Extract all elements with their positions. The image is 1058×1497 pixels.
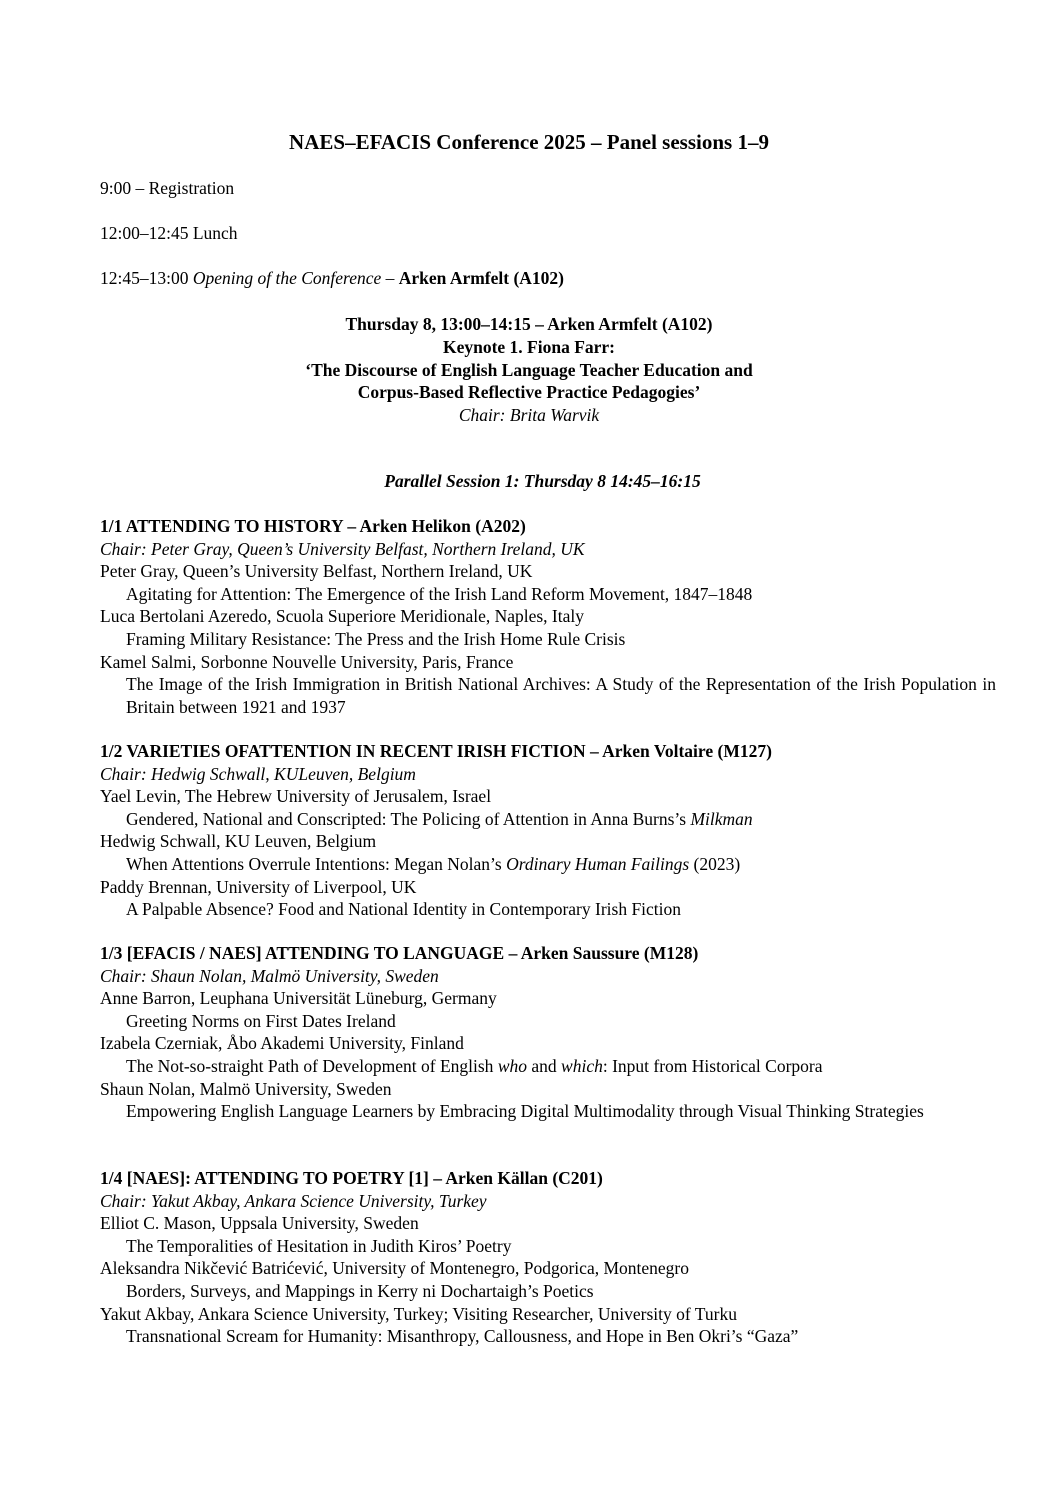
paper-title-text: The Not-so-straight Path of Development of English	[126, 1055, 498, 1076]
panel-chair: Chair: Yakut Akbay, Ankara Science University, Turkey	[100, 1190, 487, 1211]
paper-title: The Image of the Irish Immigration in British National Archives: A Study of the Representation of the Irish Population in Britain between 1921 and 1937	[126, 674, 996, 717]
paper-author: Yakut Akbay, Ankara Science University, Turkey; Visiting Researcher, University of Turku	[100, 1303, 737, 1324]
paper-title-text: : Input from Historical Corpora	[602, 1055, 823, 1076]
panel-1-3	[100, 942, 990, 1123]
keynote-time: Thursday 8, 13:00–14:15 – Arken Armfelt (A102)	[345, 314, 713, 334]
paper-title: Greeting Norms on First Dates Ireland	[126, 1010, 396, 1031]
paper-title-work: Milkman	[690, 808, 753, 829]
paper-title: Framing Military Resistance: The Press and the Irish Home Rule Crisis	[126, 628, 626, 649]
lunch-line: 12:00–12:45 Lunch	[100, 223, 238, 243]
panel-chair: Chair: Hedwig Schwall, KULeuven, Belgium	[100, 763, 416, 784]
paper-title: Transnational Scream for Humanity: Misanthropy, Callousness, and Hope in Ben Okri’s “Gaza”	[126, 1326, 799, 1347]
paper-title-text: Gendered, National and Conscripted: The Policing of Attention in Anna Burns’s	[126, 808, 691, 829]
panel-chair: Chair: Peter Gray, Queen’s University Belfast, Northern Ireland, UK	[100, 538, 585, 559]
paper-author: Luca Bertolani Azeredo, Scuola Superiore Meridionale, Naples, Italy	[100, 606, 585, 627]
paper-author: Elliot C. Mason, Uppsala University, Sweden	[100, 1213, 419, 1234]
paper-author: Anne Barron, Leuphana Universität Lüneburg, Germany	[100, 988, 497, 1009]
paper-title: The Temporalities of Hesitation in Judith Kiros’ Poetry	[126, 1235, 512, 1256]
opening-line	[100, 267, 564, 290]
keynote-title-line1: ‘The Discourse of English Language Teacher Education and	[305, 359, 753, 380]
paper-title-text: and	[527, 1055, 562, 1076]
panel-chair: Chair: Shaun Nolan, Malmö University, Sweden	[100, 965, 439, 986]
panel-1-4	[100, 1167, 990, 1348]
paper-author: Kamel Salmi, Sorbonne Nouvelle University, Paris, France	[100, 651, 514, 672]
parallel-session-heading: Parallel Session 1: Thursday 8 14:45–16:15	[384, 471, 701, 491]
panel-heading: 1/3 [EFACIS / NAES] ATTENDING TO LANGUAGE – Arken Saussure (M128)	[100, 943, 699, 963]
paper-title-year: (2023)	[689, 853, 741, 874]
paper-author: Hedwig Schwall, KU Leuven, Belgium	[100, 831, 377, 852]
paper-title-term: who	[497, 1055, 527, 1076]
paper-title: Borders, Surveys, and Mappings in Kerry ni Dochartaigh’s Poetics	[126, 1280, 594, 1301]
panel-1-1	[100, 515, 996, 718]
paper-title-term: which	[561, 1055, 603, 1076]
panel-heading: 1/2 VARIETIES OFATTENTION IN RECENT IRISH FICTION – Arken Voltaire (M127)	[100, 741, 772, 761]
paper-author: Yael Levin, The Hebrew University of Jerusalem, Israel	[100, 786, 492, 807]
keynote-title-line2: Corpus-Based Reflective Practice Pedagogies’	[357, 382, 701, 403]
keynote-block	[0, 313, 1058, 427]
paper-title	[100, 853, 990, 876]
keynote-chair: Chair: Brita Warvik	[458, 405, 600, 426]
paper-title: Agitating for Attention: The Emergence of the Irish Land Reform Movement, 1847–1848	[126, 583, 753, 604]
paper-title	[100, 808, 990, 831]
panel-heading: 1/1 ATTENDING TO HISTORY – Arken Helikon (A202)	[100, 516, 526, 536]
keynote-speaker: Keynote 1. Fiona Farr:	[442, 336, 616, 357]
paper-author: Paddy Brennan, University of Liverpool, UK	[100, 876, 417, 897]
paper-author: Aleksandra Nikčević Batrićević, University of Montenegro, Podgorica, Montenegro	[100, 1258, 689, 1279]
paper-author: Shaun Nolan, Malmö University, Sweden	[100, 1078, 392, 1099]
opening-time: 12:45–13:00	[100, 268, 193, 288]
paper-title-text: When Attentions Overrule Intentions: Megan Nolan’s	[126, 853, 507, 874]
panel-heading: 1/4 [NAES]: ATTENDING TO POETRY [1] – Arken Källan (C201)	[100, 1168, 603, 1188]
paper-title: Empowering English Language Learners by Embracing Digital Multimodality through Visual Thinking Strategies	[126, 1101, 924, 1122]
page-title: NAES–EFACIS Conference 2025 – Panel sessions 1–9	[289, 130, 769, 154]
registration-line: 9:00 – Registration	[100, 178, 235, 198]
paper-author: Peter Gray, Queen’s University Belfast, Northern Ireland, UK	[100, 561, 533, 582]
opening-separator: –	[381, 268, 399, 288]
paper-title	[100, 1055, 990, 1078]
panel-1-2	[100, 740, 990, 921]
opening-event: Opening of the Conference	[192, 268, 382, 288]
opening-room: Arken Armfelt (A102)	[398, 268, 564, 288]
paper-title-work: Ordinary Human Failings	[506, 853, 690, 874]
paper-author: Izabela Czerniak, Åbo Akademi University, Finland	[100, 1033, 464, 1054]
paper-title: A Palpable Absence? Food and National Identity in Contemporary Irish Fiction	[126, 899, 682, 920]
